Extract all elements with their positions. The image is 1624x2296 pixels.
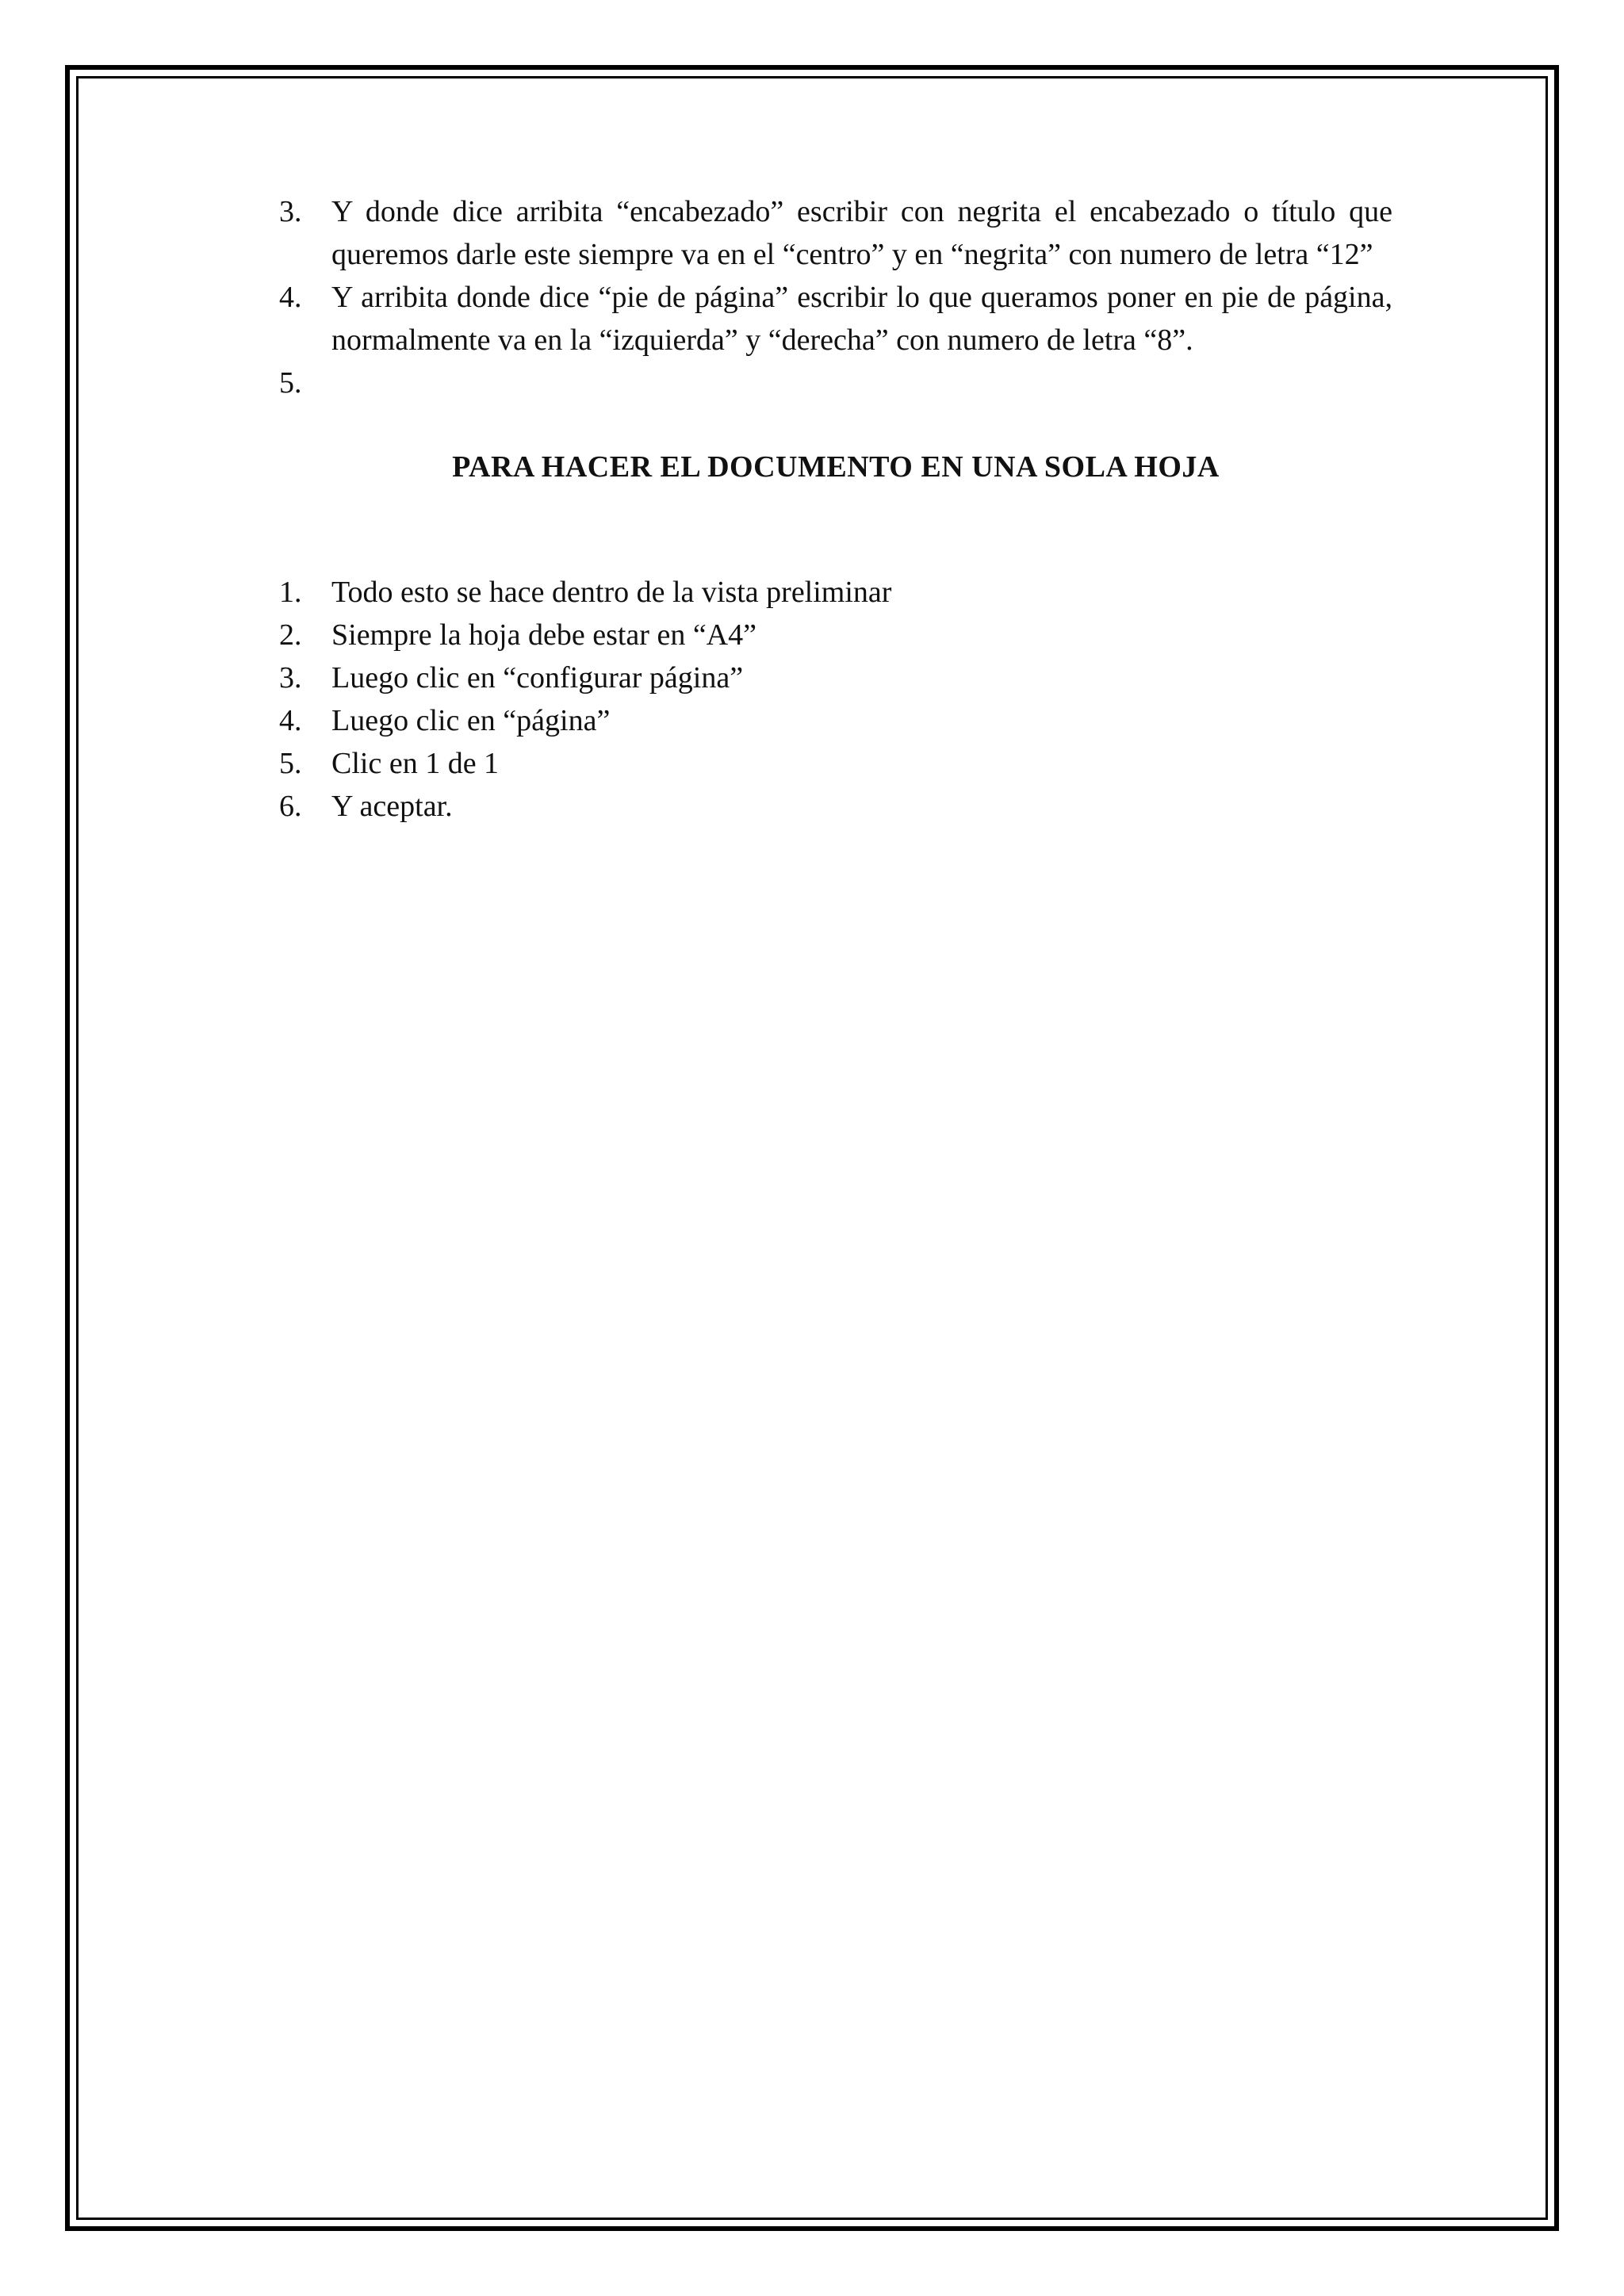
instructions-list-continued <box>279 190 1392 404</box>
list-item <box>279 571 1392 614</box>
list-item-text: Todo esto se hace dentro de la vista preliminar <box>331 576 892 609</box>
list-item <box>279 785 1392 828</box>
single-page-steps-list <box>279 571 1392 828</box>
section-heading: PARA HACER EL DOCUMENTO EN UNA SOLA HOJA <box>452 450 1220 484</box>
list-item-number: 4. <box>279 281 302 314</box>
document-body <box>279 190 1392 828</box>
list-item-text: Y aceptar. <box>331 790 453 823</box>
list-item-number: 4. <box>279 704 302 737</box>
list-item-number: 3. <box>279 195 302 228</box>
list-item <box>279 656 1392 699</box>
list-item-text: Luego clic en “configurar página” <box>331 661 744 695</box>
list-item-text: Siempre la hoja debe estar en “A4” <box>331 618 756 652</box>
list-item <box>279 614 1392 656</box>
list-item <box>279 699 1392 742</box>
list-item-number: 5. <box>279 747 302 780</box>
list-item-number: 3. <box>279 661 302 695</box>
list-item-number: 2. <box>279 618 302 652</box>
list-item-number: 6. <box>279 790 302 823</box>
list-item-text: Y arribita donde dice “pie de página” escribir lo que queramos poner en pie de página, normalmente va en la “izquierda” y “derecha” con numero de letra “8”. <box>331 281 1392 357</box>
list-item <box>279 742 1392 785</box>
list-item <box>279 190 1392 276</box>
list-item <box>279 276 1392 362</box>
list-item-text: Clic en 1 de 1 <box>331 747 500 780</box>
list-item-number: 5. <box>279 366 302 400</box>
list-item <box>279 362 1392 404</box>
list-item-text: Y donde dice arribita “encabezado” escribir con negrita el encabezado o título que queremos darle este siempre va en el “centro” y en “negrita” con numero de letra “12” <box>331 195 1392 271</box>
list-item-number: 1. <box>279 576 302 609</box>
list-item-text <box>331 362 1392 404</box>
list-item-text: Luego clic en “página” <box>331 704 611 737</box>
